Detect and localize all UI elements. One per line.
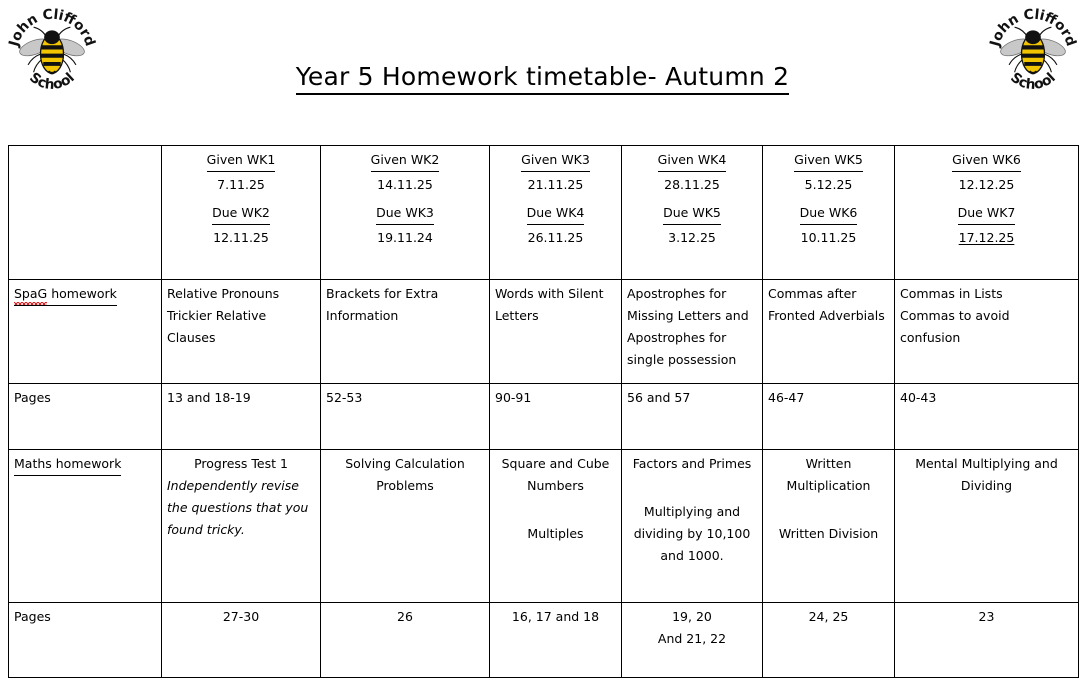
spag-flagged-word: SpaG (14, 286, 48, 301)
row-label-spag (9, 280, 162, 384)
due-date-wk5: 10.11.25 (800, 229, 857, 245)
given-label-wk6: Given WK6 (952, 149, 1021, 172)
due-label-wk6: Due WK7 (958, 202, 1016, 225)
svg-text:John Clifford: John Clifford (6, 6, 98, 49)
maths-heading: Factors and Primes (632, 456, 752, 471)
spag-line: Fronted Adverbials (768, 307, 885, 323)
due-label-wk3: Due WK4 (527, 202, 585, 225)
maths-extra: dividing by 10,100 (633, 525, 751, 541)
spag-pages-wk6: 40-43 (895, 384, 1079, 450)
maths-heading: Numbers (527, 477, 584, 493)
spag-cell-wk5 (763, 280, 895, 384)
maths-pages-wk5 (763, 603, 895, 678)
due-label-wk1: Due WK2 (212, 202, 270, 225)
due-label-wk2: Due WK3 (376, 202, 434, 225)
maths-pages-wk3 (490, 603, 622, 678)
spag-line: Commas in Lists (900, 286, 1003, 301)
svg-text:John Clifford: John Clifford (987, 6, 1079, 49)
given-date-wk4: 28.11.25 (664, 176, 720, 192)
given-date-wk1: 7.11.25 (217, 176, 265, 192)
maths-pages-wk1 (162, 603, 321, 678)
spag-cell-wk4 (622, 280, 763, 384)
spag-line: Apostrophes for (627, 329, 727, 345)
timetable-table (8, 145, 1079, 678)
given-label-wk1: Given WK1 (207, 149, 276, 172)
given-date-wk6: 12.12.25 (958, 176, 1015, 192)
maths-cell-wk3 (490, 450, 622, 603)
header-cell-wk6 (895, 146, 1079, 280)
svg-text:School: School (26, 69, 78, 94)
header-cell-wk4 (622, 146, 763, 280)
maths-heading: Square and Cube (501, 456, 610, 471)
row-label-pages-maths: Pages (9, 603, 162, 678)
spag-cell-wk1 (162, 280, 321, 384)
spag-pages-wk2: 52-53 (321, 384, 490, 450)
maths-heading: Dividing (960, 477, 1013, 493)
spag-pages-wk5: 46-47 (763, 384, 895, 450)
maths-pages-line: 16, 17 and 18 (511, 609, 600, 624)
maths-cell-wk1 (162, 450, 321, 603)
page-title (0, 62, 1085, 95)
header-cell-wk3 (490, 146, 622, 280)
maths-heading: Written (805, 456, 852, 471)
given-date-wk5: 5.12.25 (804, 176, 853, 192)
maths-heading: Problems (376, 477, 434, 493)
maths-pages-line: 24, 25 (808, 609, 849, 624)
spag-pages-wk4: 56 and 57 (622, 384, 763, 450)
table-row-spag-homework (9, 280, 1079, 384)
maths-extra: Multiples (527, 525, 584, 541)
maths-cell-wk2 (321, 450, 490, 603)
maths-note: the questions that you (167, 499, 309, 515)
spag-line: Words with Silent (495, 286, 604, 301)
maths-extra: and 1000. (660, 547, 724, 563)
due-date-wk1: 12.11.25 (213, 229, 269, 245)
due-date-wk2: 19.11.24 (377, 229, 433, 245)
maths-pages-line: 26 (397, 609, 413, 624)
maths-pages-line: 23 (978, 609, 995, 624)
spag-line: Commas after (768, 286, 857, 301)
maths-note: Independently revise (167, 477, 299, 493)
given-label-wk2: Given WK2 (371, 149, 440, 172)
given-label-wk5: Given WK5 (794, 149, 863, 172)
header-corner-cell (9, 146, 162, 280)
maths-cell-wk6 (895, 450, 1079, 603)
header-cell-wk2 (321, 146, 490, 280)
spag-line: Trickier Relative Clauses (167, 307, 267, 345)
spag-line: Information (326, 307, 399, 323)
maths-pages-line: 27-30 (222, 609, 260, 624)
spag-line: single possession (627, 351, 737, 367)
maths-heading: Multiplication (786, 477, 871, 493)
due-label-wk4: Due WK5 (663, 202, 721, 225)
spag-cell-wk6 (895, 280, 1079, 384)
spag-line: Commas to avoid (900, 307, 1010, 323)
given-date-wk2: 14.11.25 (377, 176, 433, 192)
maths-note: found tricky. (167, 521, 245, 537)
maths-extra: Written Division (778, 525, 879, 541)
row-label-maths (9, 450, 162, 603)
homework-timetable (8, 145, 1078, 678)
due-date-wk3: 26.11.25 (527, 229, 584, 245)
spag-pages-wk1: 13 and 18-19 (162, 384, 321, 450)
maths-cell-wk5 (763, 450, 895, 603)
maths-pages-line: And 21, 22 (657, 630, 727, 646)
spag-cell-wk3 (490, 280, 622, 384)
maths-extra: Multiplying and (643, 503, 741, 519)
maths-pages-wk6 (895, 603, 1079, 678)
spag-pages-wk3: 90-91 (490, 384, 622, 450)
spag-line: Letters (495, 307, 539, 323)
due-date-wk4: 3.12.25 (668, 229, 716, 245)
spag-line: Relative Pronouns (167, 286, 280, 301)
table-header-row (9, 146, 1079, 280)
spag-line: confusion (900, 329, 961, 345)
table-row-maths-homework (9, 450, 1079, 603)
maths-cell-wk4 (622, 450, 763, 603)
maths-pages-line: 19, 20 (672, 609, 712, 624)
header-cell-wk5 (763, 146, 895, 280)
row-label-pages-spag: Pages (9, 384, 162, 450)
maths-pages-wk4 (622, 603, 763, 678)
spag-label-rest: homework (47, 286, 117, 301)
due-date-wk6: 17.12.25 (958, 229, 1015, 245)
maths-pages-wk2 (321, 603, 490, 678)
maths-heading: Progress Test 1 (194, 456, 288, 471)
given-label-wk4: Given WK4 (658, 149, 727, 172)
spag-cell-wk2 (321, 280, 490, 384)
maths-heading: Solving Calculation (345, 456, 465, 471)
maths-heading: Mental Multiplying and (915, 456, 1058, 471)
table-row-maths-pages (9, 603, 1079, 678)
given-date-wk3: 21.11.25 (527, 176, 584, 192)
spag-line: Brackets for Extra (326, 286, 439, 301)
table-row-spag-pages (9, 384, 1079, 450)
due-label-wk5: Due WK6 (800, 202, 858, 225)
page-title-text: Year 5 Homework timetable- Autumn 2 (296, 62, 789, 95)
svg-text:School: School (1007, 69, 1059, 94)
given-label-wk3: Given WK3 (521, 149, 590, 172)
header-cell-wk1 (162, 146, 321, 280)
maths-label-text: Maths homework (14, 453, 121, 476)
spag-line: Apostrophes for (627, 286, 727, 301)
spag-line: Missing Letters and (627, 307, 749, 323)
